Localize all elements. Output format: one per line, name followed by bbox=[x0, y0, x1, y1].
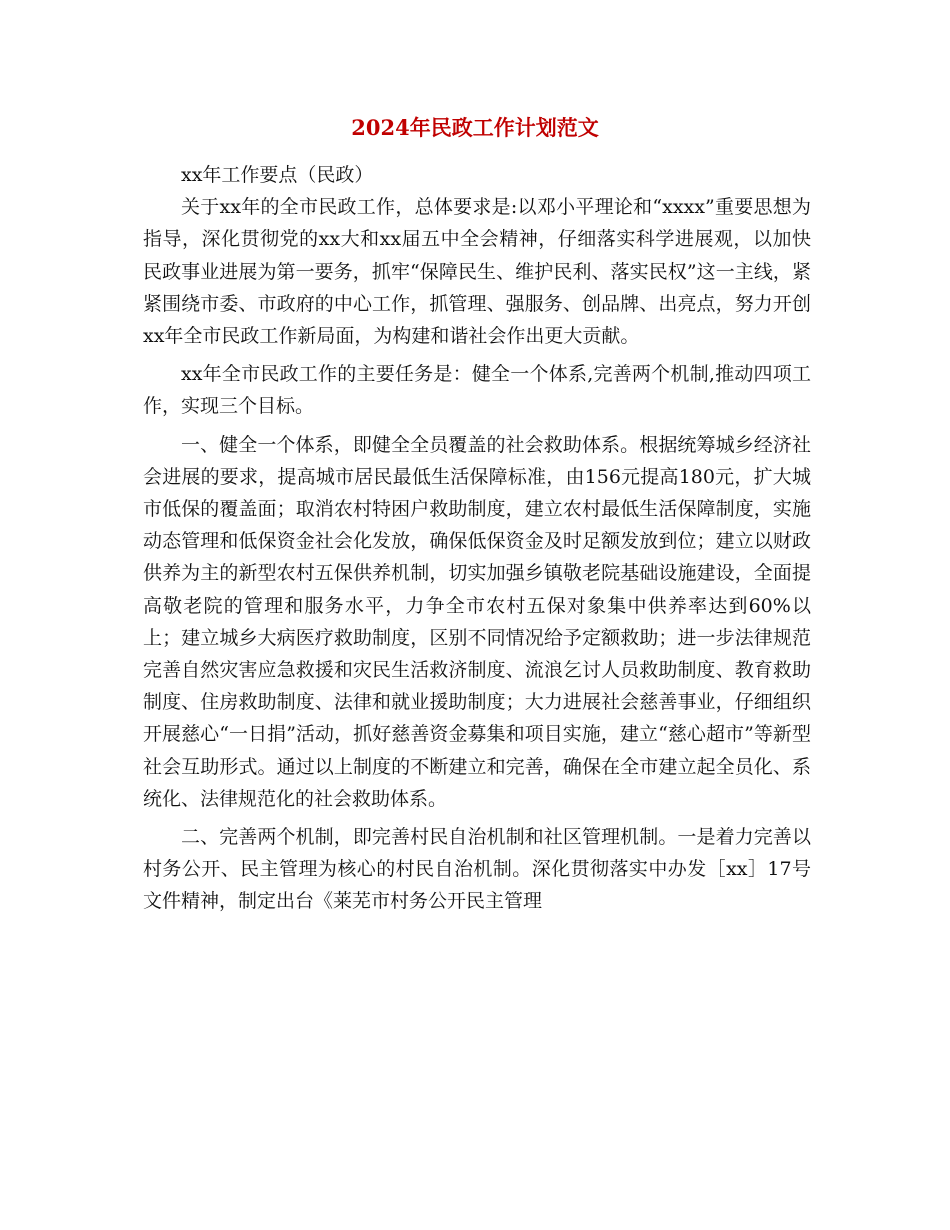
paragraph-overall-requirements: 关于xx年的全市民政工作，总体要求是:以邓小平理论和“xxxx”重要思想为指导，深化贯彻党的xx大和xx届五中全会精神，仔细落实科学进展观，以加快民政事业进展为第一要务，抓牢“保障民生、维护民利、落实民权”这一主线，紧紧围绕市委、市政府的中心工作，抓管理、强服务、创品牌、出亮点，努力开创xx年全市民政工作新局面，为构建和谐社会作出更大贡献。 bbox=[143, 196, 811, 348]
document-body bbox=[143, 159, 811, 924]
paragraph-two-mechanisms: 二、完善两个机制，即完善村民自治机制和社区管理机制。一是着力完善以村务公开、民主管理为核心的村民自治机制。深化贯彻落实中办发［xx］17号文件精神，制定出台《莱芜市村务公开民主管理 bbox=[143, 826, 811, 913]
document-title: 2024年民政工作计划范文 bbox=[351, 115, 599, 140]
section-heading: xx年工作要点（民政） bbox=[181, 164, 374, 186]
paragraph-main-tasks: xx年全市民政工作的主要任务是：健全一个体系,完善两个机制,推动四项工作，实现三个目标。 bbox=[143, 363, 811, 418]
paragraph-social-assistance-system: 一、健全一个体系，即健全全员覆盖的社会救助体系。根据统筹城乡经济社会进展的要求，提高城市居民最低生活保障标准，由156元提高180元，扩大城市低保的覆盖面；取消农村特困户救助制度，建立农村最低生活保障制度，实施动态管理和低保资金社会化发放，确保低保资金及时足额发放到位；建立以财政供养为主的新型农村五保供养机制，切实加强乡镇敬老院基础设施建设，全面提高敬老院的管理和服务水平，力争全市农村五保对象集中供养率达到60%以上；建立城乡大病医疗救助制度，区别不同情况给予定额救助；进一步法律规范完善自然灾害应急救援和灾民生活救济制度、流浪乞讨人员救助制度、教育救助制度、住房救助制度、法律和就业援助制度；大力进展社会慈善事业，仔细组织开展慈心“一日捐”活动，抓好慈善资金募集和项目实施，建立“慈心超市”等新型社会互助形式。通过以上制度的不断建立和完善，确保在全市建立起全员化、系统化、法律规范化的社会救助体系。 bbox=[143, 433, 811, 810]
